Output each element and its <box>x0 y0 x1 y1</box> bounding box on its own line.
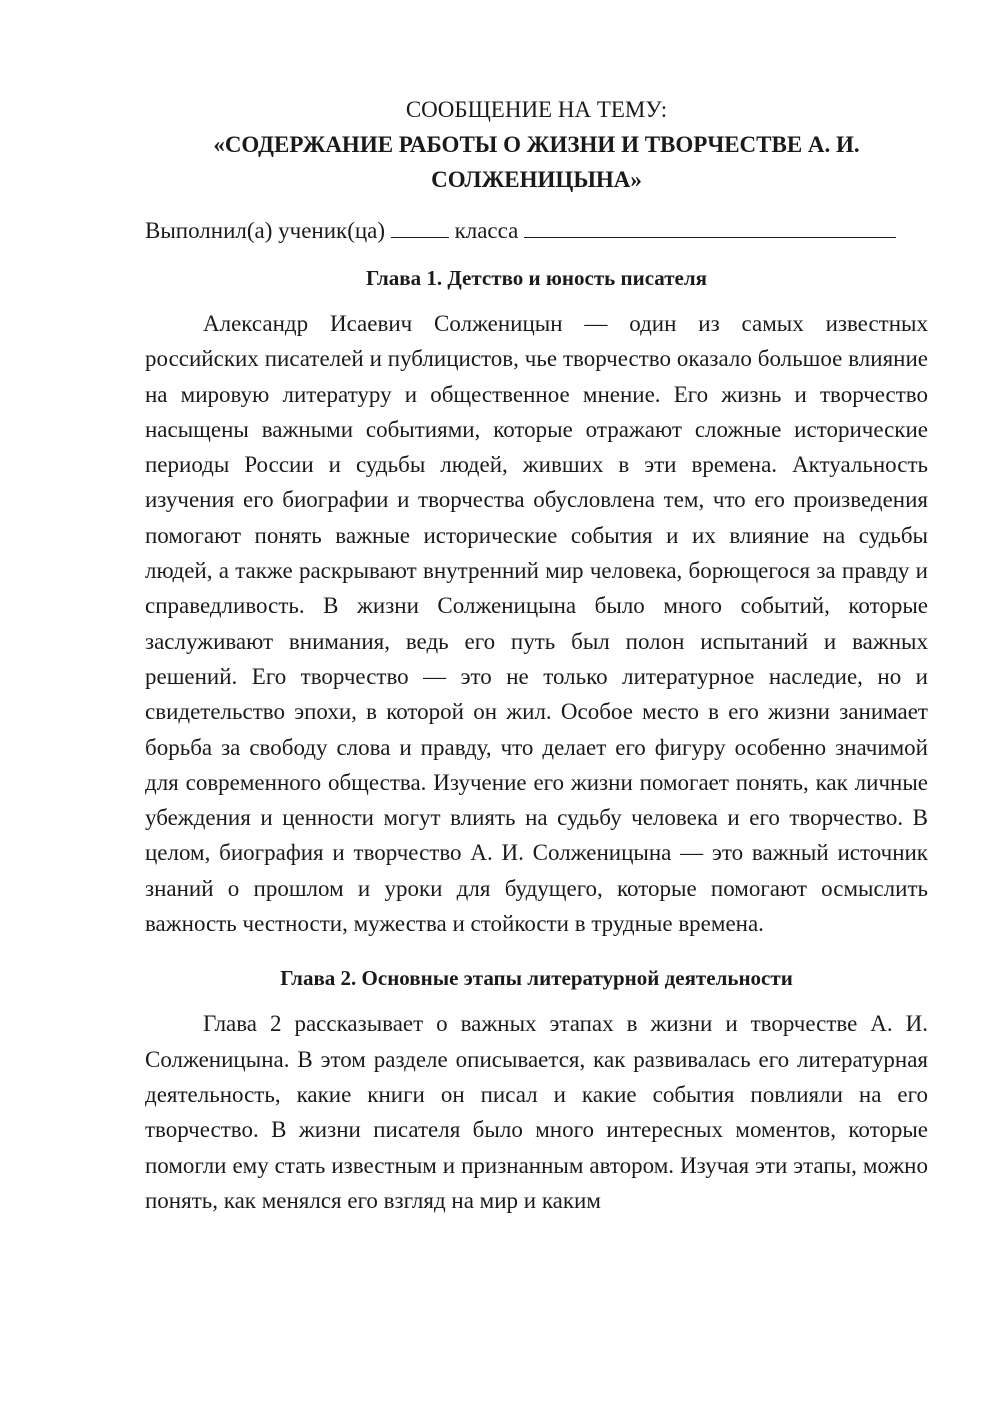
signature-class-label: класса <box>454 218 519 243</box>
name-blank-field[interactable] <box>524 213 896 238</box>
document-page <box>145 92 928 1218</box>
document-subject-line: СООБЩЕНИЕ НА ТЕМУ: <box>405 97 668 122</box>
document-title-line-2: СОЛЖЕНИЦЫНА» <box>431 167 642 192</box>
chapter-1-paragraph: Александр Исаевич Солженицын — один из самых известных российских писателей и публицистов, чье творчество оказало большое влияние на мировую литературу и общественное мнение. Его жизнь и творчество насыщены важными событиями, которые отражают сложные исторические периоды России и судьбы людей, живших в эти времена. Актуальность изучения его биографии и творчества обусловлена тем, что его произведения помогают понять важные исторические события и их влияние на судьбы людей, а также раскрывают внутренний мир человека, борющегося за правду и справедливость. В жизни Солженицына было много событий, которые заслуживают внимания, ведь его путь был полон испытаний и важных решений. Его творчество — это не только литературное наследие, но и свидетельство эпохи, в которой он жил. Особое место в его жизни занимает борьба за свободу слова и правду, что делает его фигуру особенно значимой для современного общества. Изучение его жизни помогает понять, как личные убеждения и ценности могут влиять на судьбу человека и его творчество. В целом, биография и творчество А. И. Солженицына — это важный источник знаний о прошлом и уроки для будущего, которые помогают осмыслить важность честности, мужества и стойкости в трудные времена. <box>145 311 928 937</box>
grade-blank-field[interactable] <box>391 213 449 238</box>
chapter-1-heading: Глава 1. Детство и юность писателя <box>365 266 708 290</box>
author-signature-line <box>145 213 928 248</box>
chapter-2-paragraph: Глава 2 рассказывает о важных этапах в жизни и творчестве А. И. Солженицына. В этом разделе описывается, как развивалась его литературная деятельность, какие книги он писал и какие события повлияли на его творчество. В жизни писателя было много интересных моментов, которые помогли ему стать известным и признанным автором. Изучая эти этапы, можно понять, как менялся его взгляд на мир и каким <box>145 1011 928 1213</box>
signature-prefix: Выполнил(а) ученик(ца) <box>145 218 386 243</box>
chapter-2-heading: Глава 2. Основные этапы литературной деятельности <box>280 966 793 991</box>
document-title-line-1: «СОДЕРЖАНИЕ РАБОТЫ О ЖИЗНИ И ТВОРЧЕСТВЕ А. И. <box>213 132 860 157</box>
